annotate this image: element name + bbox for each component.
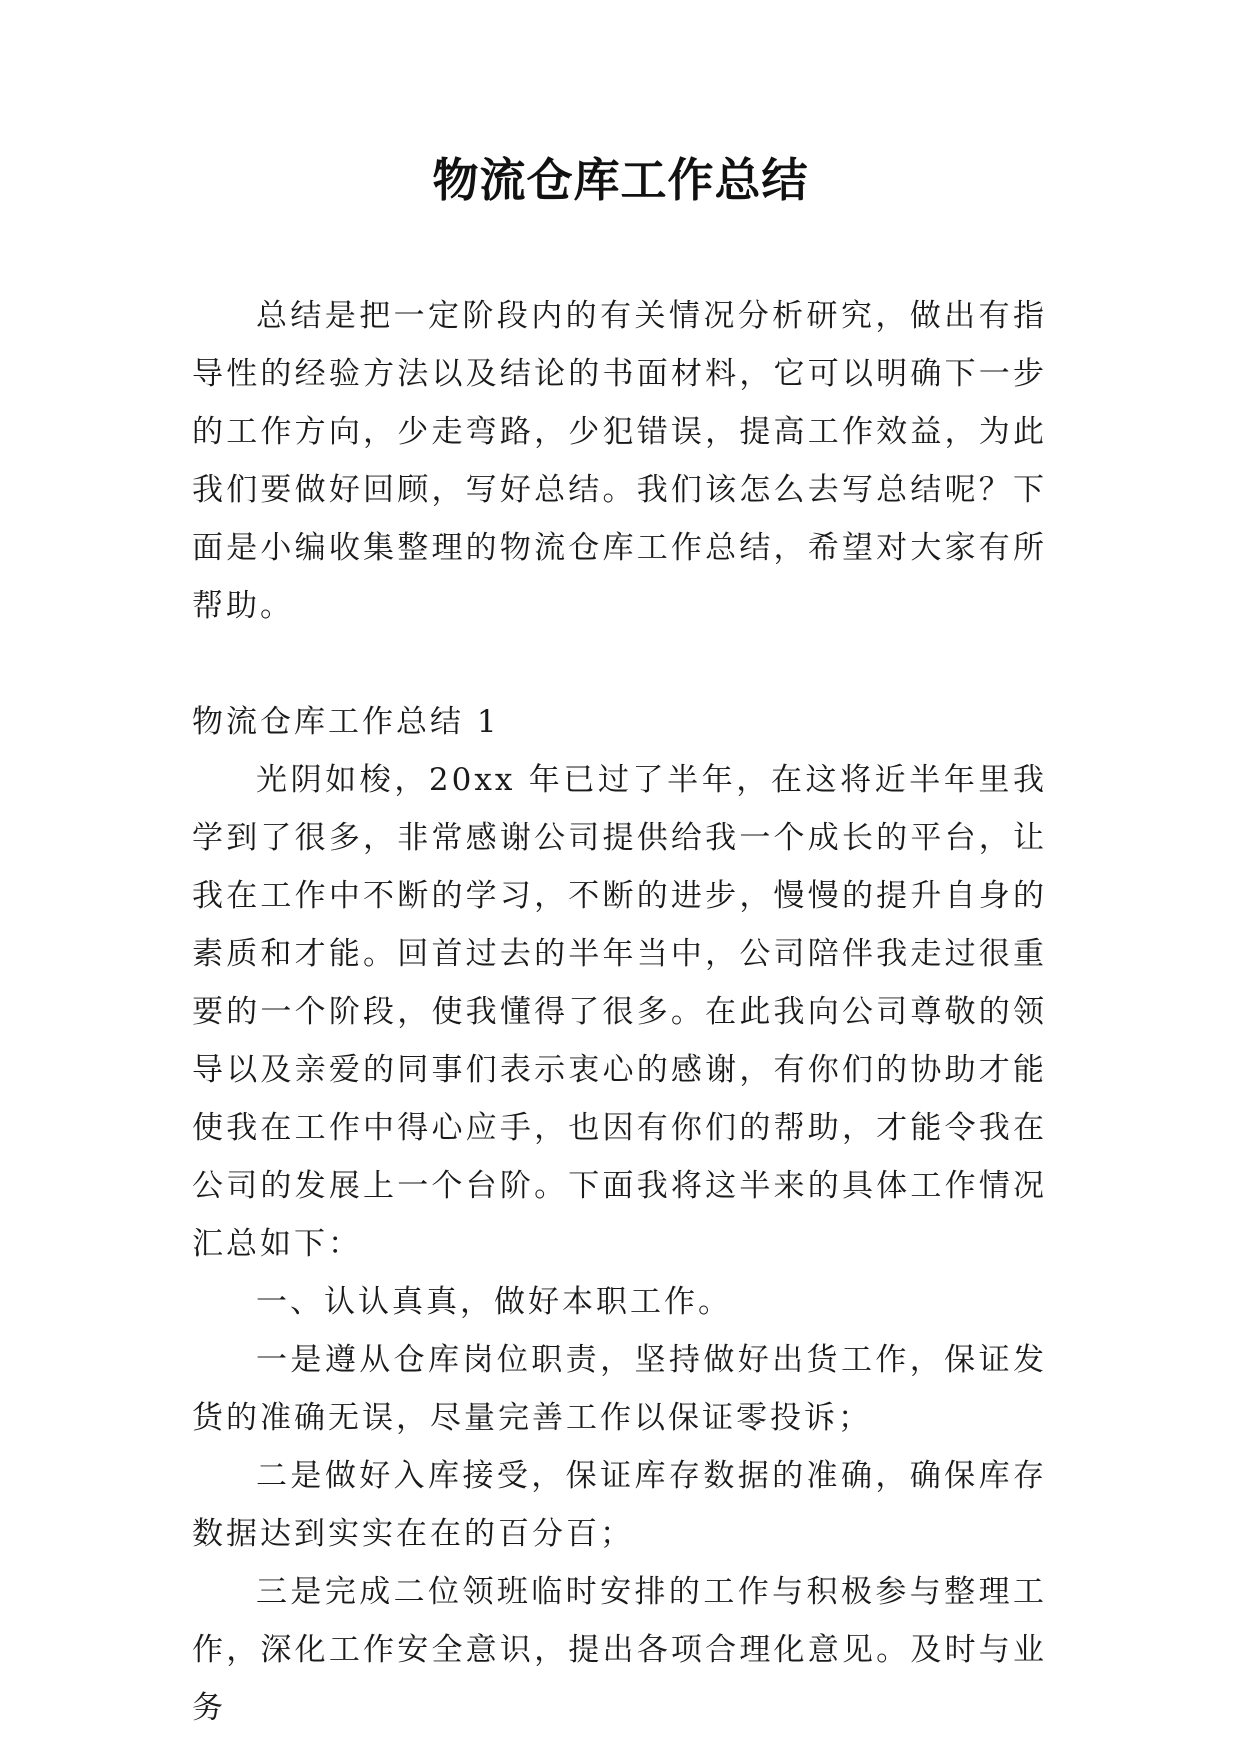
section-heading: 物流仓库工作总结 1: [192, 704, 500, 740]
body-paragraph: 三是完成二位领班临时安排的工作与积极参与整理工作，深化工作安全意识，提出各项合理化意见。及时与业务: [192, 1574, 1047, 1726]
body-paragraph: 光阴如梭，20xx 年已过了半年，在这将近半年里我学到了很多，非常感谢公司提供给我一个成长的平台，让我在工作中不断的学习，不断的进步，慢慢的提升自身的素质和才能。回首过去的半年当中，公司陪伴我走过很重要的一个阶段，使我懂得了很多。在此我向公司尊敬的领导以及亲爱的同事们表示衷心的感谢，有你们的协助才能使我在工作中得心应手，也因有你们的帮助，才能令我在公司的发展上一个台阶。下面我将这半来的具体工作情况汇总如下：: [192, 762, 1047, 1262]
body-paragraph: 二是做好入库接受，保证库存数据的准确，确保库存数据达到实实在在的百分百；: [192, 1458, 1047, 1552]
body-paragraph: 一是遵从仓库岗位职责，坚持做好出货工作，保证发货的准确无误，尽量完善工作以保证零投诉；: [192, 1342, 1047, 1436]
document-body: [192, 287, 1047, 1737]
spacer: [192, 635, 1047, 693]
page-title: 物流仓库工作总结: [432, 153, 809, 207]
intro-paragraph: 总结是把一定阶段内的有关情况分析研究，做出有指导性的经验方法以及结论的书面材料，它可以明确下一步的工作方向，少走弯路，少犯错误，提高工作效益，为此我们要做好回顾，写好总结。我们该怎么去写总结呢？下面是小编收集整理的物流仓库工作总结，希望对大家有所帮助。: [192, 298, 1047, 624]
body-paragraph: 一、认认真真，做好本职工作。: [256, 1284, 732, 1320]
